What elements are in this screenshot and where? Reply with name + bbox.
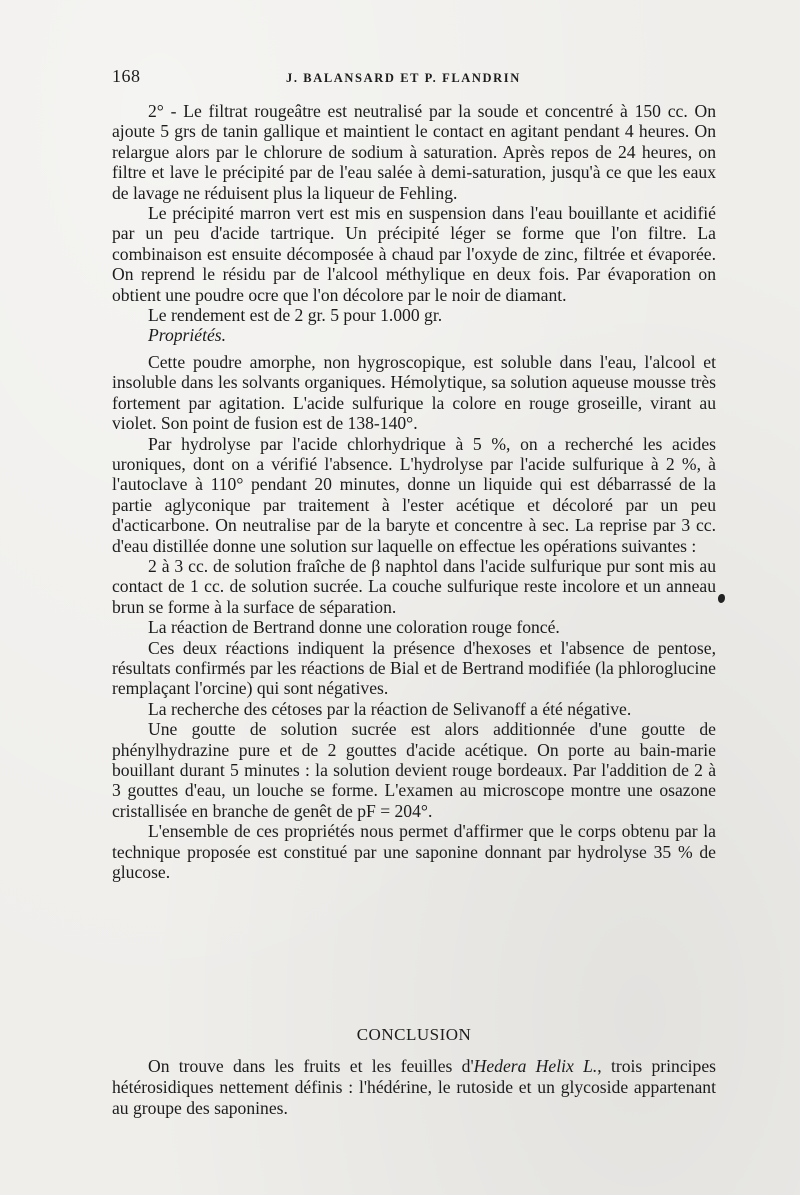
- paragraph-saponin: L'ensemble de ces propriétés nous permet d'affirmer que le corps obtenu par la technique proposée est constitué par une saponine donnant par hydrolyse 35 % de glucose.: [112, 821, 716, 883]
- conclusion-title: CONCLUSION: [356, 1025, 472, 1044]
- conclusion-text-after: , trois principes hétérosidiques nettement définis : l'hédérine, le rutoside et un glycoside appartenant au groupe des saponines.: [112, 1056, 716, 1118]
- paragraph-precipitate: Le précipité marron vert est mis en suspension dans l'eau bouillante et acidifié par un peu d'acide tartrique. Un précipité léger se forme que l'on filtre. La combinaison est ensuite décomposée à chaud par l'oxyde de zinc, filtrée et évaporée. On reprend le résidu par de l'alcool méthylique en deux fois. Par évaporation on obtient une poudre ocre que l'on décolore par le noir de diamant.: [112, 203, 716, 305]
- conclusion-paragraph: [112, 1056, 716, 1119]
- conclusion-text-before: On trouve dans les fruits et les feuilles d': [148, 1056, 474, 1076]
- paragraph-yield: Le rendement est de 2 gr. 5 pour 1.000 gr.: [148, 305, 443, 326]
- paragraph-powder: Cette poudre amorphe, non hygroscopique, est soluble dans l'eau, l'alcool et insoluble dans les solvants organiques. Hémolytique, sa solution aqueuse mousse très fortement par agitation. L'acide sulfurique la colore en rouge groseille, virant au violet. Son point de fusion est de 138-140°.: [112, 351, 716, 434]
- ink-speck: [718, 594, 725, 603]
- paragraph-hexoses: Ces deux réactions indiquent la présence d'hexoses et l'absence de pentose, résultats confirmés par les réactions de Bial et de Bertrand modifiée (la phloroglucine remplaçant l'orcine) qui sont négatives.: [112, 637, 716, 699]
- paragraph-cetoses: La recherche des cétoses par la réaction de Selivanoff a été négative.: [148, 698, 632, 719]
- paragraph-osazone: Une goutte de solution sucrée est alors additionnée d'une goutte de phénylhydrazine pure et de 2 gouttes d'acide acétique. On porte au bain-marie bouillant durant 5 minutes : la solution devient rouge bordeaux. Par l'addition de 2 à 3 gouttes d'eau, un louche se forme. L'examen au microscope montre une osazone cristallisée en branche de genêt de pF = 204°.: [112, 719, 716, 821]
- properties-heading: Propriétés.: [148, 325, 227, 346]
- conclusion-text: [112, 1056, 716, 1119]
- body-text: [112, 101, 716, 882]
- species-name: Hedera Helix L.: [473, 1056, 598, 1076]
- paragraph-bertrand: La réaction de Bertrand donne une coloration rouge foncé.: [148, 617, 560, 638]
- running-head: J. BALANSARD ET P. FLANDRIN: [286, 71, 521, 85]
- page-number: 168: [112, 66, 141, 86]
- paragraph-naphthol: 2 à 3 cc. de solution fraîche de β naphtol dans l'acide sulfurique pur sont mis au contact de 1 cc. de solution sucrée. La couche sulfurique reste incolore et un anneau brun se forme à la surface de séparation.: [112, 555, 716, 617]
- page-header: [112, 66, 716, 90]
- paragraph-filtrate: 2° - Le filtrat rougeâtre est neutralisé par la soude et concentré à 150 cc. On ajoute 5 grs de tanin gallique et maintient le contact en agitant pendant 4 heures. On relargue alors par le chlorure de sodium à saturation. Après repos de 24 heures, on filtre et lave le précipité par de l'eau salée à demi-saturation, jusqu'à ce que les eaux de lavage ne réduisent plus la liqueur de Fehling.: [112, 101, 716, 203]
- paragraph-hydrolysis: Par hydrolyse par l'acide chlorhydrique à 5 %, on a recherché les acides uroniques, dont on a vérifié l'absence. L'hydrolyse par l'acide sulfurique à 2 %, à l'autoclave à 110° pendant 20 minutes, donne un liquide qui est débarrassé de la partie aglyconique par traitement à l'ester acétique et décoloré par un peu d'acticarbone. On neutralise par de la baryte et concentre à sec. La reprise par 3 cc. d'eau distillée donne une solution sur laquelle on effectue les opérations suivantes :: [112, 433, 716, 556]
